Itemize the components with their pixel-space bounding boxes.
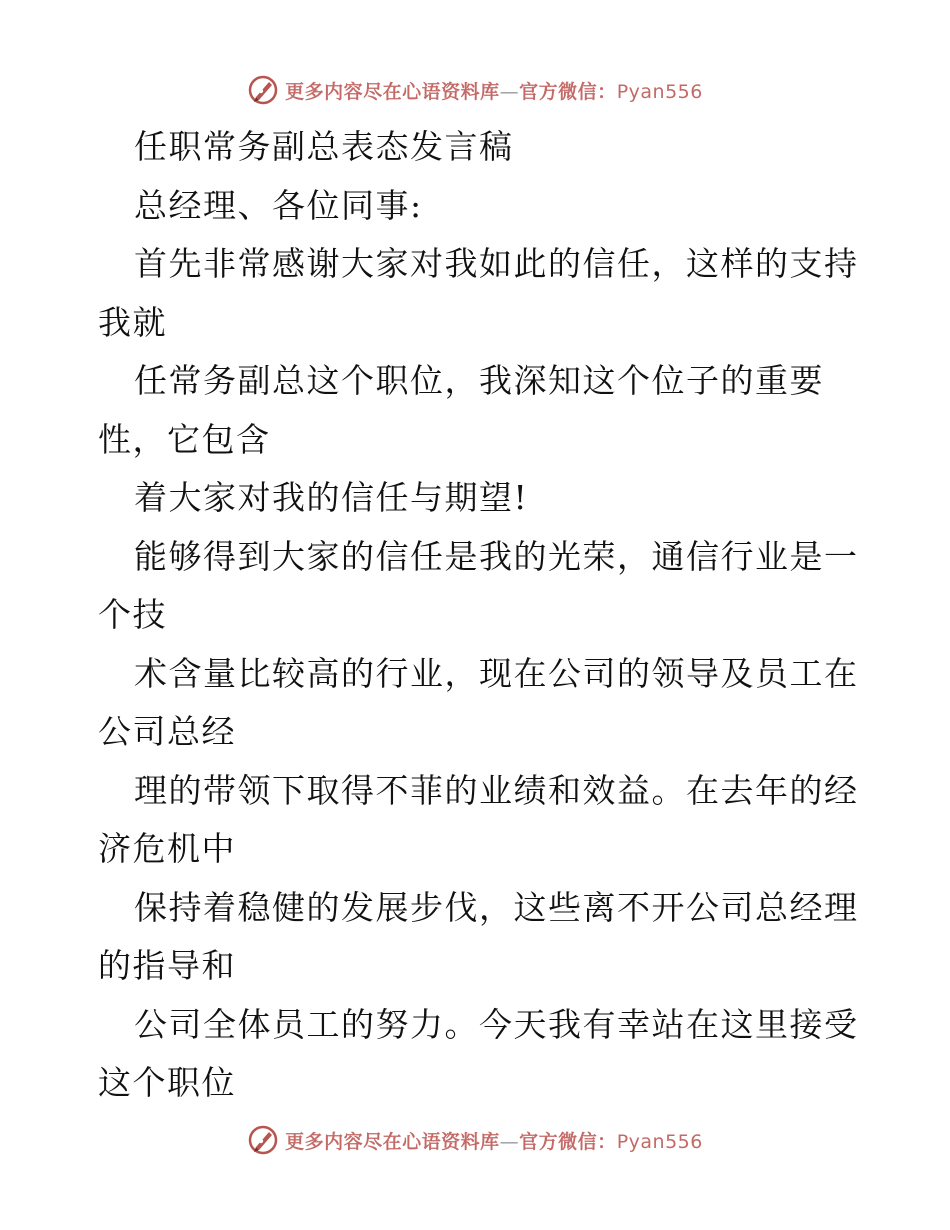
wechat-id: Pyan556 — [616, 80, 703, 103]
text-line: 术含量比较高的行业，现在公司的领导及员工在 — [134, 653, 859, 693]
text-line: 公司总经 — [98, 712, 236, 751]
document-body — [98, 118, 858, 1113]
library-text: 更多内容尽在心语资料库 — [285, 80, 500, 103]
wechat-id: Pyan556 — [616, 1130, 703, 1153]
official-wechat-label: 官方微信： — [519, 80, 617, 103]
text-line: 公司全体员工的努力。今天我有幸站在这里接受 — [134, 1004, 859, 1044]
text-line: 保持着稳健的发展步伐，这些离不开公司总经理 — [134, 887, 859, 927]
pen-logo-icon — [247, 74, 279, 106]
pen-logo-icon — [247, 1124, 279, 1156]
footer-banner-text — [285, 1127, 703, 1154]
text-line: 理的带领下取得不菲的业绩和效益。在去年的经 — [134, 770, 859, 810]
text-line: 首先非常感谢大家对我如此的信任，这样的支持 — [134, 244, 859, 283]
text-line: 性，它包含 — [98, 419, 271, 459]
header-banner — [0, 70, 950, 110]
banner-dash: — — [499, 1130, 520, 1153]
text-line: 着大家对我的信任与期望! — [134, 478, 529, 517]
salutation-line: 总经理、各位同事: — [134, 185, 423, 225]
library-text: 更多内容尽在心语资料库 — [285, 1130, 500, 1153]
document-title: 任职常务副总表态发言稿 — [134, 127, 514, 166]
text-line: 个技 — [98, 595, 167, 634]
official-wechat-label: 官方微信： — [519, 1130, 617, 1153]
footer-banner — [0, 1120, 950, 1160]
text-line: 能够得到大家的信任是我的光荣，通信行业是一 — [134, 536, 859, 576]
text-line: 任常务副总这个职位，我深知这个位子的重要 — [134, 361, 824, 400]
header-banner-text — [285, 77, 703, 104]
text-line: 济危机中 — [98, 829, 236, 868]
banner-dash: — — [499, 80, 520, 103]
text-line: 的指导和 — [98, 946, 236, 985]
text-line: 这个职位 — [98, 1063, 236, 1102]
text-line: 我就 — [98, 302, 167, 342]
